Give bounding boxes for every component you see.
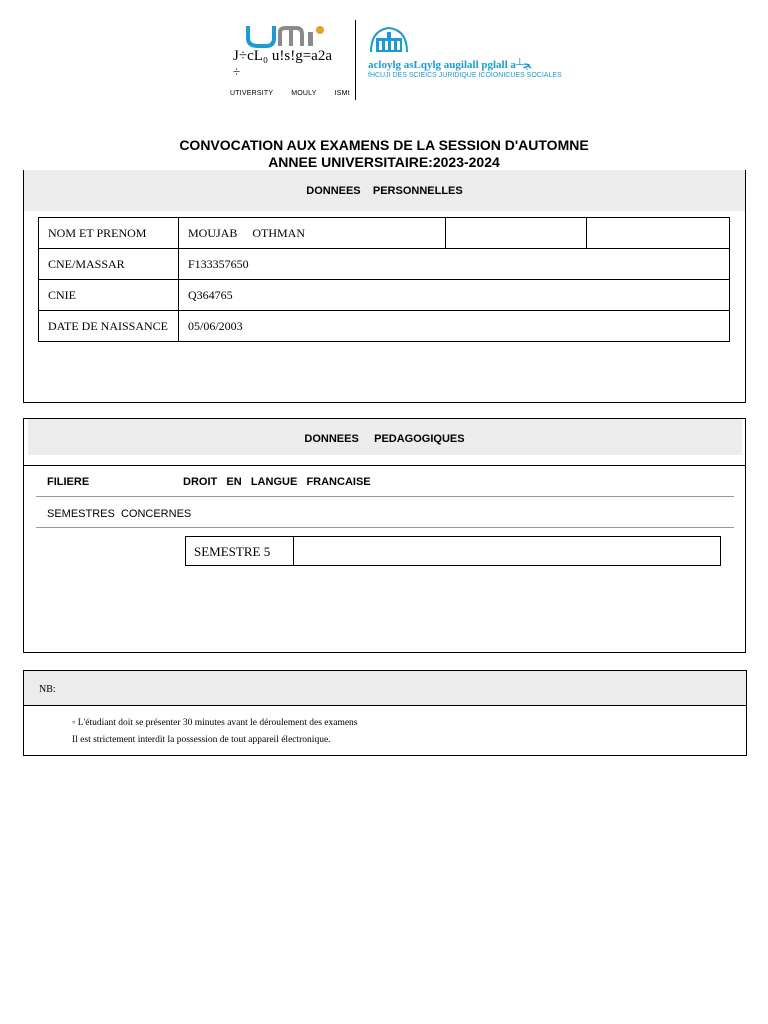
birthdate-label: DATE DE NAISSANCE [39,311,179,342]
semester-table [185,536,721,566]
umi-logo [244,24,332,48]
cnie-label: CNIE [39,280,179,311]
page-subtitle: ANNEE UNIVERSITAIRE:2023-2024 [268,154,500,170]
row-divider [36,527,734,528]
row-divider [36,496,734,497]
logo-divider [355,20,356,100]
name-value: MOUJAB OTHMAN [179,218,446,249]
nb-line-2: Il est strictement interdit la possession de tout appareil électronique. [72,735,331,745]
table-row [39,280,730,311]
semesters-label: SEMESTRES CONCERNES [47,508,192,520]
filiere-value: DROIT EN LANGUE FRANCAISE [183,476,371,488]
name-label: NOM ET PRENOM [39,218,179,249]
cnie-value: Q364765 [179,280,730,311]
faculty-french-name: fHCUJI DES SCIEICS JURIDIQUE ICOIONICUES SOCIALES [368,72,562,79]
table-row [39,311,730,342]
personal-table [38,217,730,342]
cne-value: F133357650 [179,249,730,280]
nb-header [24,671,746,706]
nb-label: NB: [39,684,56,695]
umi-name-part: UTIVERSITY [230,90,274,97]
umi-latin-name [230,90,350,97]
table-row [39,218,730,249]
semester-value: SEMESTRE 5 [194,544,271,559]
pedagogic-section [23,418,746,653]
birthdate-value: 05/06/2003 [179,311,730,342]
pedagogic-section-title: DONNEES PEDAGOGIQUES [304,433,465,445]
nb-section [23,670,747,756]
empty-cell [446,218,587,249]
page-title: CONVOCATION AUX EXAMENS DE LA SESSION D'AUTOMNE [179,137,589,153]
section-divider [24,465,745,466]
filiere-label: FILIERE [47,476,90,488]
faculty-arabic-name: acloylg asLqylg augilall pglall a┴ﺠ [368,59,531,71]
faculty-logo-icon [368,24,410,56]
umi-arabic-name: J÷cL₀ u!s!g=a2a [233,48,332,64]
semester-cell-divider [293,537,294,565]
personal-section-title: DONNEES PERSONNELLES [306,185,463,197]
umi-name-part: ISMt [334,90,350,97]
umi-name-part: MOULY [291,90,317,97]
umi-arabic-name-2: ÷ [233,64,241,79]
table-row [39,249,730,280]
empty-cell [587,218,730,249]
nb-line-1: ◦ L'étudiant doit se présenter 30 minutes avant le déroulement des examens [72,718,358,728]
cne-label: CNE/MASSAR [39,249,179,280]
